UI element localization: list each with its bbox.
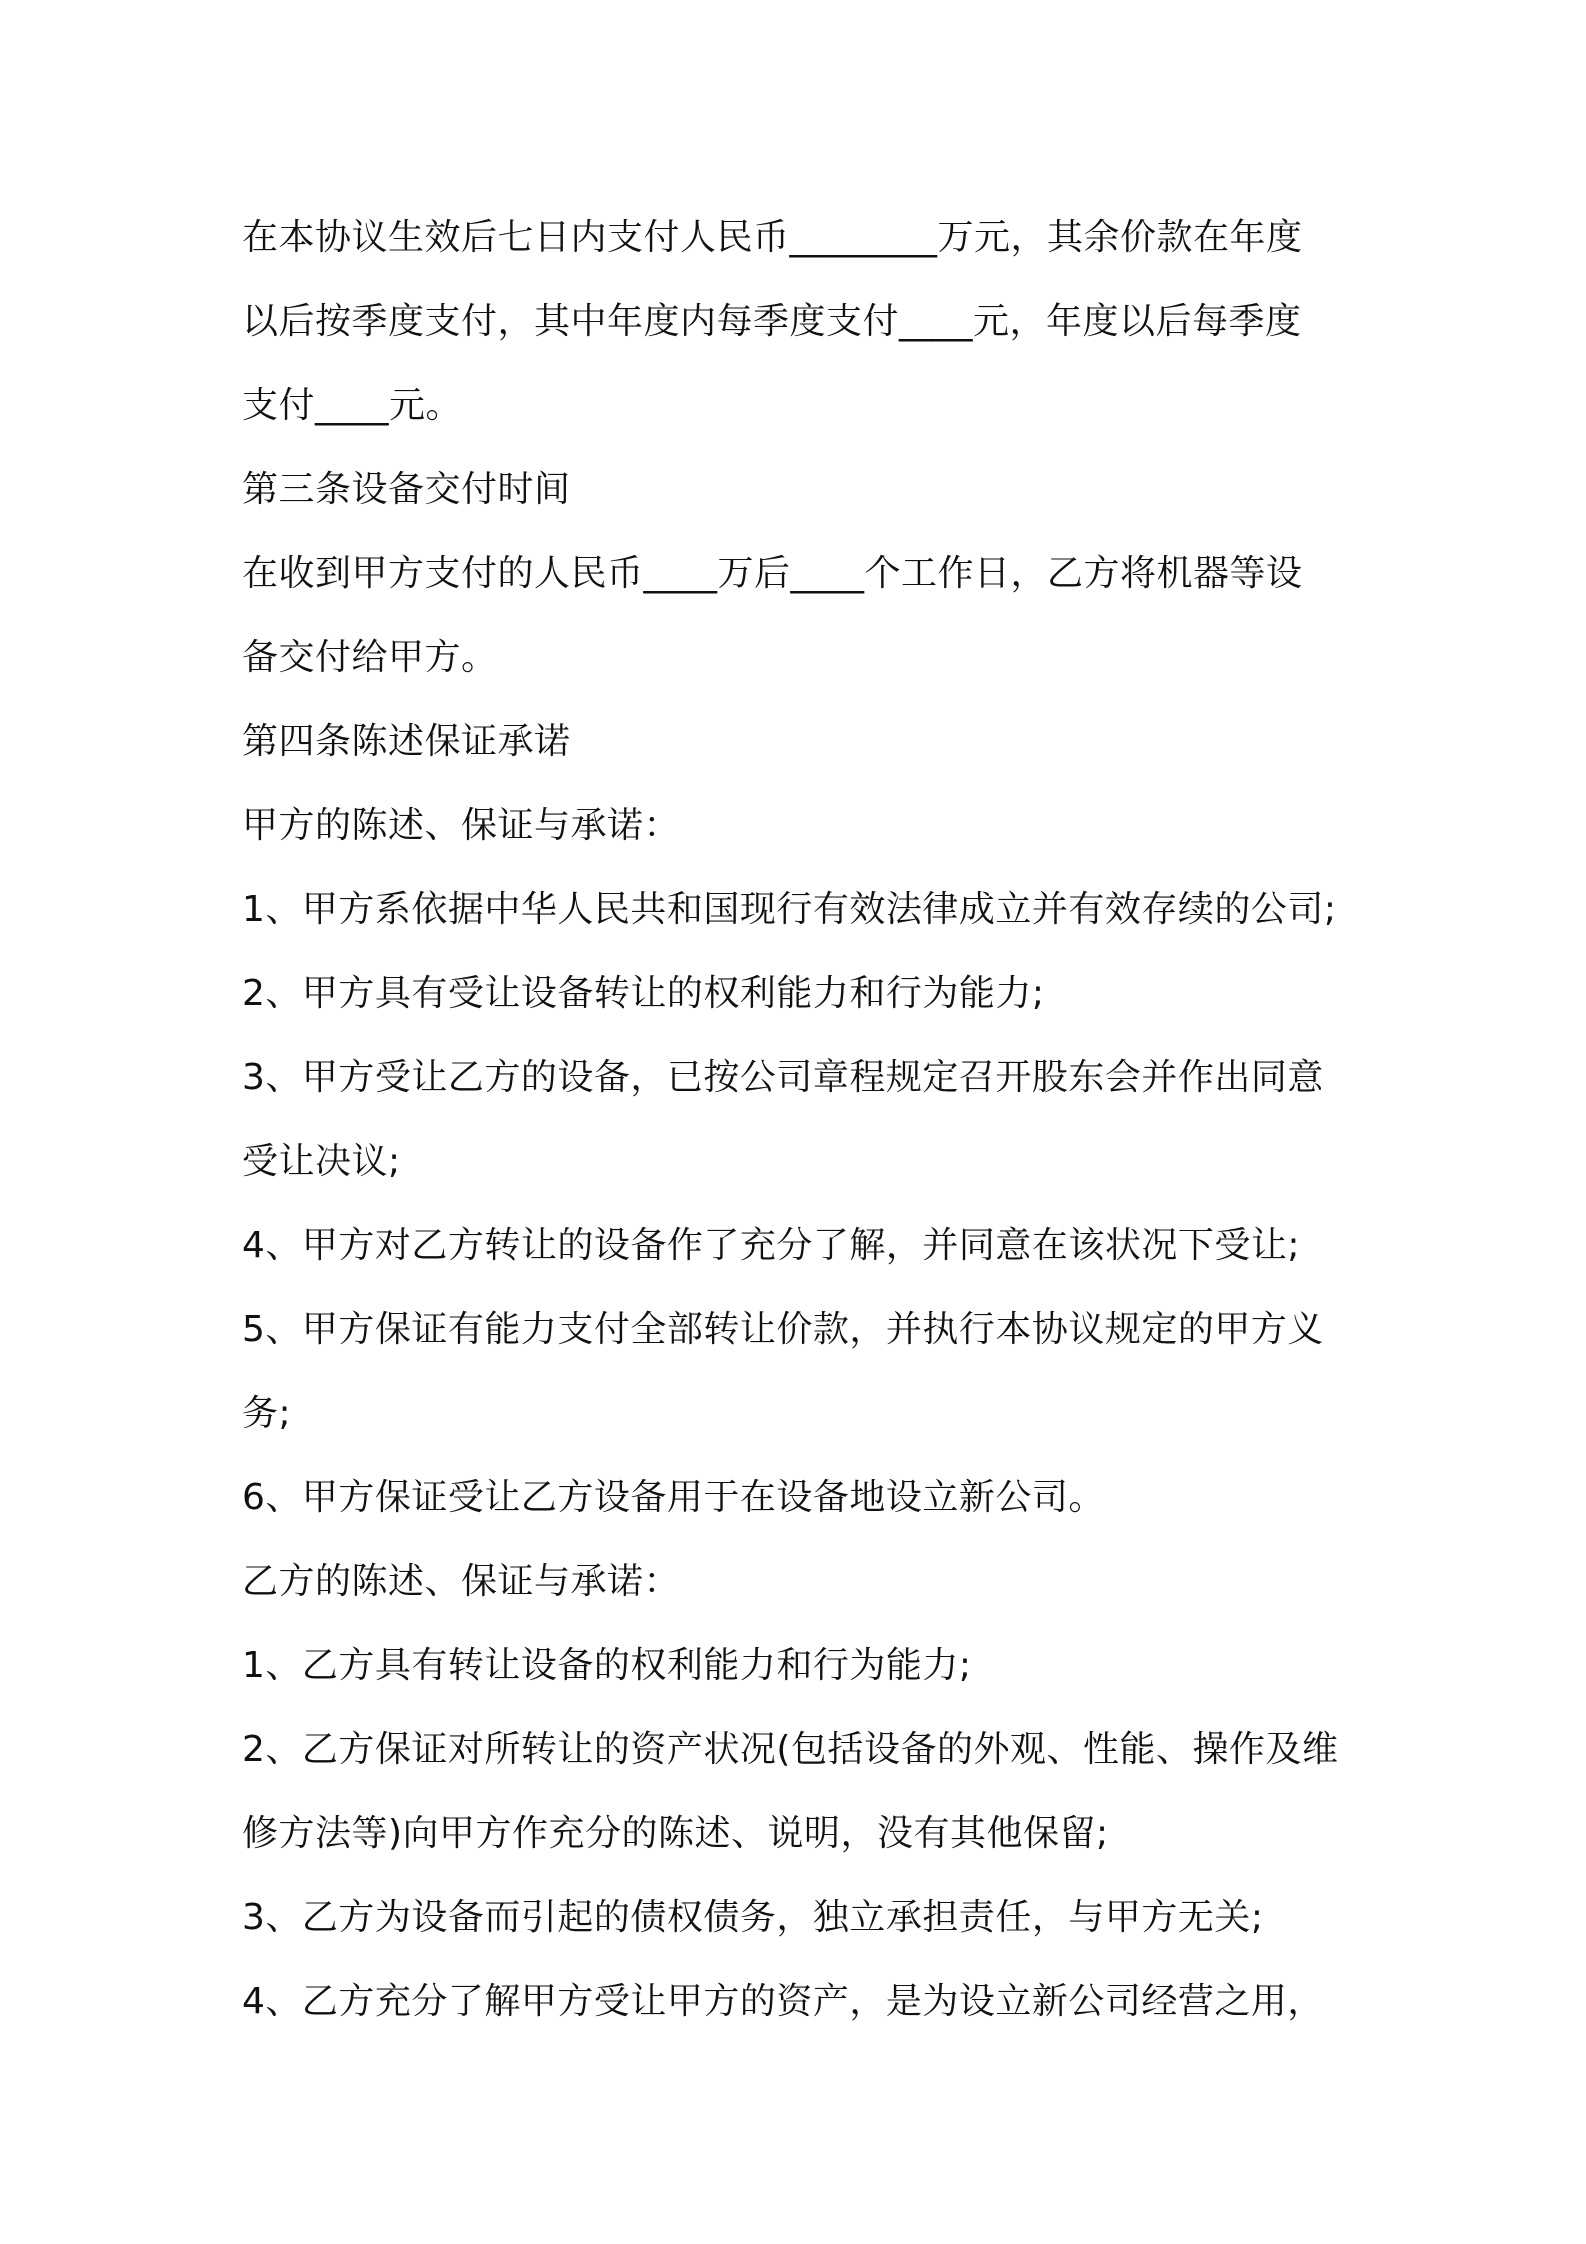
list-item: 3、甲方受让乙方的设备，已按公司章程规定召开股东会并作出同意 — [242, 1057, 1324, 1098]
list-item: 6、甲方保证受让乙方设备用于在设备地设立新公司。 — [242, 1477, 1105, 1518]
list-item: 1、乙方具有转让设备的权利能力和行为能力; — [242, 1645, 972, 1686]
list-item: 3、乙方为设备而引起的债权债务，独立承担责任，与甲方无关; — [242, 1897, 1264, 1938]
subsection-heading: 乙方的陈述、保证与承诺： — [242, 1561, 681, 1602]
text-line: 备交付给甲方。 — [242, 637, 498, 678]
list-item-continuation: 修方法等)向甲方作充分的陈述、说明，没有其他保留; — [242, 1813, 1109, 1854]
list-item: 2、甲方具有受让设备转让的权利能力和行为能力; — [242, 973, 1045, 1014]
list-item: 4、甲方对乙方转让的设备作了充分了解，并同意在该状况下受让; — [242, 1225, 1301, 1266]
text-line: 以后按季度支付，其中年度内每季度支付____元，年度以后每季度 — [242, 301, 1302, 342]
text-line: 支付____元。 — [242, 385, 463, 426]
list-item: 1、甲方系依据中华人民共和国现行有效法律成立并有效存续的公司; — [242, 889, 1337, 930]
list-item-continuation: 受让决议; — [242, 1141, 401, 1182]
text-line: 在本协议生效后七日内支付人民币________万元，其余价款在年度 — [242, 217, 1303, 258]
text-line: 在收到甲方支付的人民币____万后____个工作日，乙方将机器等设 — [242, 553, 1303, 594]
list-item: 5、甲方保证有能力支付全部转让价款，并执行本协议规定的甲方义 — [242, 1309, 1324, 1350]
list-item: 4、乙方充分了解甲方受让甲方的资产，是为设立新公司经营之用， — [242, 1981, 1324, 2022]
document-body — [242, 196, 1362, 2044]
section-heading: 第四条陈述保证承诺 — [242, 721, 571, 762]
list-item-continuation: 务; — [242, 1393, 292, 1434]
subsection-heading: 甲方的陈述、保证与承诺： — [242, 805, 681, 846]
list-item: 2、乙方保证对所转让的资产状况(包括设备的外观、性能、操作及维 — [242, 1729, 1339, 1770]
section-heading: 第三条设备交付时间 — [242, 469, 571, 510]
